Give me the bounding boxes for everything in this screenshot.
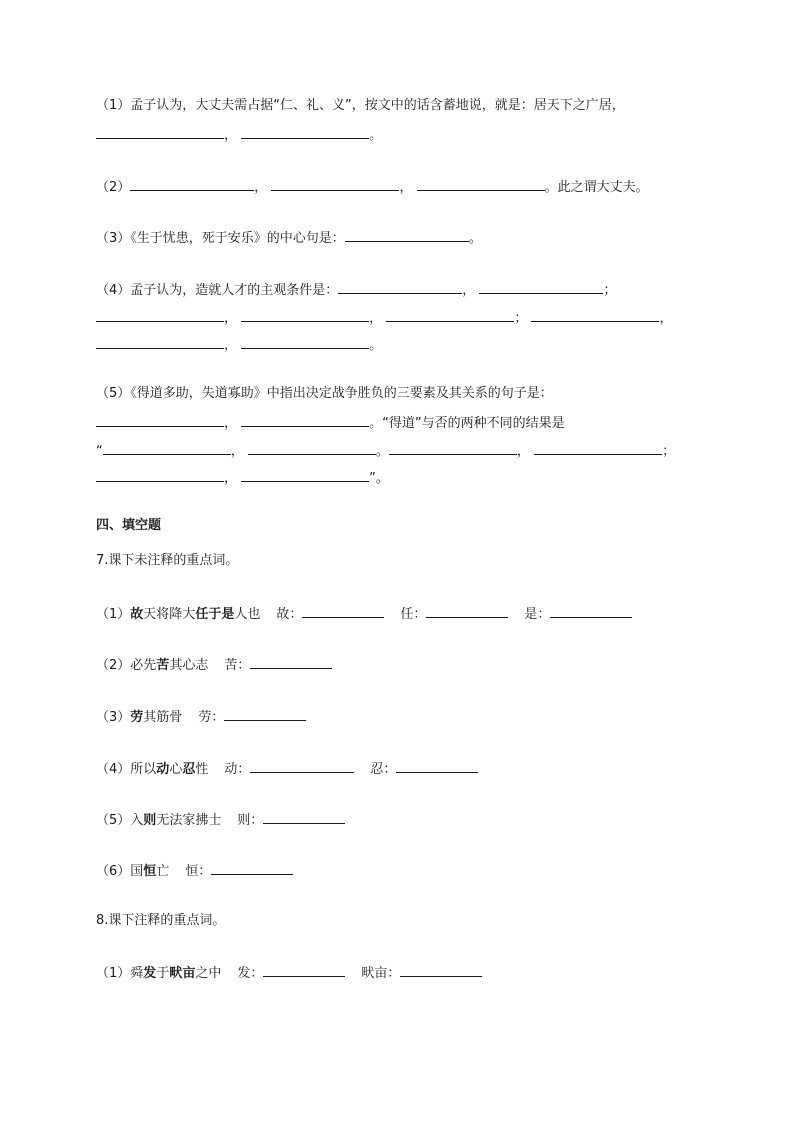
answer-blank[interactable] [426,603,508,618]
answer-blank[interactable] [241,412,369,427]
answer-blank[interactable] [345,227,469,242]
answer-blank[interactable] [96,334,224,349]
question-8-title: 8.课下注释的重点词。 [96,913,226,928]
answer-blank[interactable] [241,467,369,482]
question-text: 孟子认为，大丈夫需占据“仁、礼、义”，按文中的话含蓄地说，就是：居天下之广居， [130,98,625,113]
answer-blank[interactable] [417,176,545,191]
answer-blank[interactable] [96,467,224,482]
q7-item-2: （2）必先苦其心志 苦： [96,654,332,676]
answer-blank[interactable] [241,124,369,139]
q7-item-6: （6）国恒亡 恒： [96,860,293,882]
answer-blank[interactable] [211,860,293,875]
q7-item-5: （5）入则无法家拂士 则： [96,809,345,831]
answer-blank[interactable] [263,809,345,824]
answer-blank[interactable] [302,603,384,618]
q8-item-1: （1）舜发于畎亩之中 发： 畎亩： [96,962,482,984]
q7-item-1: （1）故天将降大任于是人也 故： 任： 是： [96,603,632,625]
answer-line: “ ， 。 ， ； [96,440,675,462]
answer-blank[interactable] [96,412,224,427]
answer-line: ， ”。 [96,467,389,489]
answer-blank[interactable] [400,962,482,977]
answer-blank[interactable] [531,307,659,322]
answer-blank[interactable] [271,176,399,191]
answer-blank[interactable] [96,124,224,139]
answer-blank[interactable] [534,440,662,455]
section-heading: 四、填空题 [96,518,162,533]
answer-blank[interactable] [250,654,332,669]
answer-line: ， 。“得道”与否的两种不同的结果是 [96,412,565,434]
question-3-2: （2） ， ， 。此之谓大丈夫。 [96,176,649,198]
question-number: （5） [96,386,131,401]
answer-line: ， 。 [96,334,382,356]
answer-blank[interactable] [241,307,369,322]
answer-blank[interactable] [338,279,462,294]
answer-blank[interactable] [386,307,514,322]
question-text: 《生于忧患，死于安乐》的中心句是： [130,231,345,246]
answer-blank[interactable] [224,706,306,721]
answer-blank[interactable] [479,279,603,294]
answer-line: ， 。 [96,124,382,146]
question-text: 《得道多助，失道寡助》中指出决定战争胜负的三要素及其关系的句子是： [130,386,553,401]
question-3-5 [96,384,553,404]
question-3-4: （4）孟子认为，造就人才的主观条件是： ， ； [96,279,616,301]
question-3-3: （3）《生于忧患，死于安乐》的中心句是： 。 [96,227,482,249]
answer-blank[interactable] [396,758,478,773]
answer-blank[interactable] [248,440,376,455]
answer-blank[interactable] [263,962,345,977]
answer-blank[interactable] [389,440,517,455]
answer-blank[interactable] [241,334,369,349]
answer-blank[interactable] [550,603,632,618]
answer-blank[interactable] [130,176,254,191]
question-text: 。“得道”与否的两种不同的结果是 [369,416,565,431]
question-text: 孟子认为，造就人才的主观条件是： [130,283,339,298]
question-7-title: 7.课下未注释的重点词。 [96,553,239,568]
answer-blank[interactable] [250,758,354,773]
answer-blank[interactable] [96,307,224,322]
question-3-1 [96,96,625,116]
question-number: （3） [96,231,131,246]
question-number: （2） [96,180,131,195]
question-number: （4） [96,283,131,298]
answer-blank[interactable] [103,440,231,455]
q7-item-3: （3）劳其筋骨 劳： [96,706,306,728]
question-number: （1） [96,98,131,113]
q7-item-4: （4）所以动心忍性 动： 忍： [96,758,478,780]
answer-line: ， ， ； ， [96,307,672,329]
